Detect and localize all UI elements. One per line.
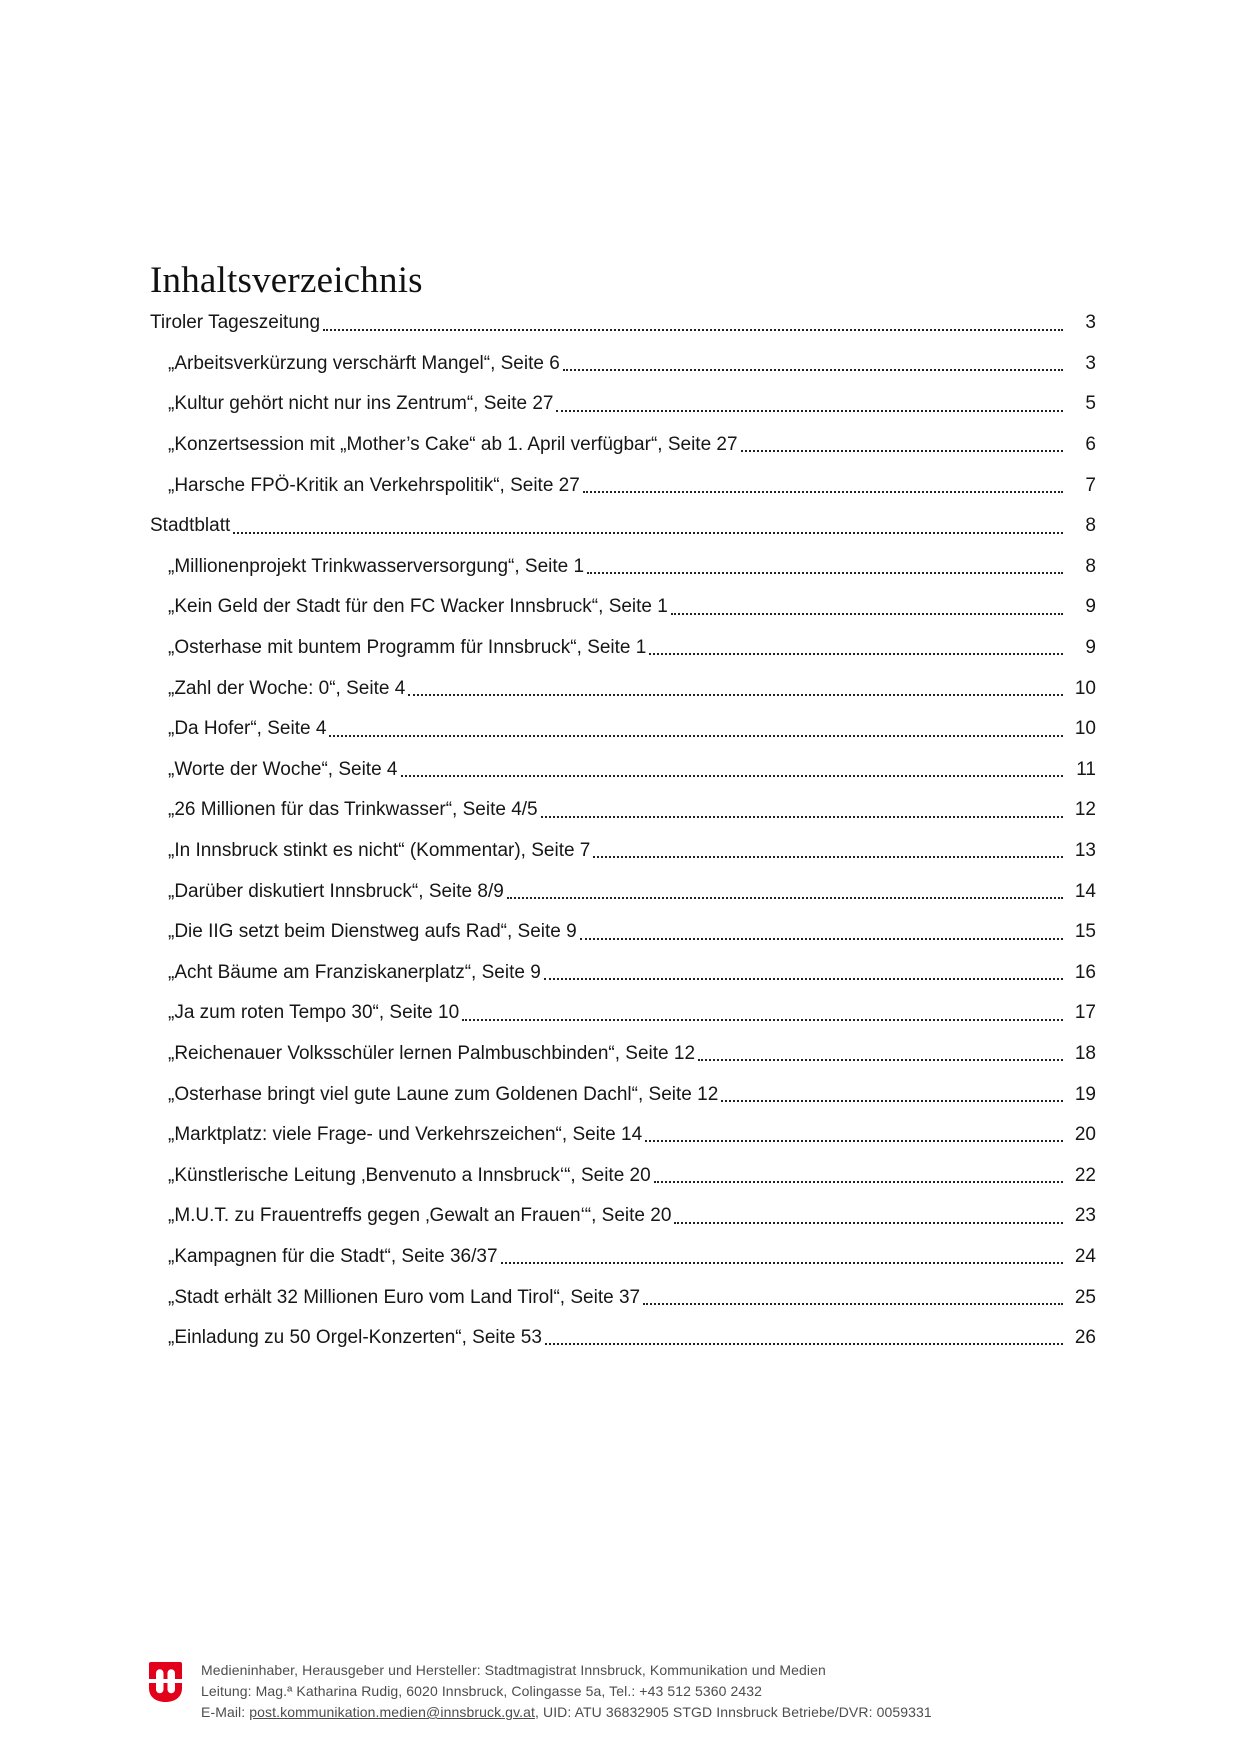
toc-entry-label: „Reichenauer Volksschüler lernen Palmbuschbinden“, Seite 12 (168, 1042, 696, 1064)
dotted-leader (504, 871, 1068, 912)
toc-entry[interactable] (150, 587, 1096, 628)
imprint-line-contact: Leitung: Mag.ª Katharina Rudig, 6020 Innsbruck, Colingasse 5a, Tel.: +43 512 5360 2432 (201, 1683, 763, 1699)
toc-entry[interactable] (150, 1115, 1096, 1156)
toc-page-number: 20 (1074, 1124, 1096, 1146)
dotted-leader (651, 1155, 1068, 1196)
toc-page-number: 8 (1085, 555, 1096, 577)
toc-entry[interactable] (150, 912, 1096, 953)
toc-entry[interactable] (150, 1074, 1096, 1115)
toc-page-number: 18 (1074, 1042, 1096, 1064)
toc-entry[interactable] (150, 831, 1096, 872)
toc-entry[interactable] (150, 1318, 1096, 1359)
toc-entry-label: „In Innsbruck stinkt es nicht“ (Kommentar), Seite 7 (168, 840, 591, 862)
toc-entry-label: „Kein Geld der Stadt für den FC Wacker Innsbruck“, Seite 1 (168, 596, 668, 618)
dotted-leader (326, 709, 1068, 750)
imprint-line-email (201, 1702, 932, 1723)
toc-page-number: 3 (1085, 352, 1096, 374)
toc-entry-label: Stadtblatt (150, 515, 231, 537)
toc-page-number: 9 (1085, 596, 1096, 618)
toc-entry[interactable] (150, 303, 1096, 344)
toc-page-number: 14 (1074, 880, 1096, 902)
dotted-leader (398, 750, 1068, 791)
dotted-leader (542, 1318, 1068, 1359)
footer (148, 1660, 932, 1723)
dotted-leader (642, 1115, 1068, 1156)
imprint-line-publisher: Medieninhaber, Herausgeber und Hersteller: Stadtmagistrat Innsbruck, Kommunikation und Medien (201, 1662, 826, 1678)
dotted-leader (671, 1196, 1068, 1237)
toc-entry[interactable] (150, 344, 1096, 385)
toc-entry-label: „Ja zum roten Tempo 30“, Seite 10 (168, 1002, 460, 1024)
toc-entry-label: „Künstlerische Leitung ‚Benvenuto a Innsbruck‘“, Seite 20 (168, 1164, 651, 1186)
dotted-leader (498, 1237, 1068, 1278)
toc-entry-label: „Osterhase bringt viel gute Laune zum Goldenen Dachl“, Seite 12 (168, 1083, 719, 1105)
dotted-leader (553, 384, 1068, 425)
toc-entry[interactable] (150, 953, 1096, 994)
toc-page-number: 25 (1074, 1286, 1096, 1308)
dotted-leader (738, 425, 1068, 466)
toc-entry-label: „Harsche FPÖ-Kritik an Verkehrspolitik“, Seite 27 (168, 474, 580, 496)
dotted-leader (405, 668, 1068, 709)
toc-entry[interactable] (150, 465, 1096, 506)
toc-entry-label: „Kultur gehört nicht nur ins Zentrum“, Seite 27 (168, 393, 554, 415)
toc-entry[interactable] (150, 1196, 1096, 1237)
toc-entry[interactable] (150, 1155, 1096, 1196)
toc-page-number: 8 (1085, 515, 1096, 537)
toc-entry[interactable] (150, 506, 1096, 547)
toc-entry[interactable] (150, 668, 1096, 709)
dotted-leader (320, 303, 1068, 344)
dotted-leader (538, 790, 1068, 831)
toc-page-number: 19 (1074, 1083, 1096, 1105)
dotted-leader (646, 628, 1068, 669)
toc-entry-label: „Arbeitsverkürzung verschärft Mangel“, Seite 6 (168, 352, 560, 374)
dotted-leader (668, 587, 1068, 628)
toc-entry-label: „Konzertsession mit „Mother’s Cake“ ab 1. April verfügbar“, Seite 27 (168, 434, 738, 456)
dotted-leader (590, 831, 1068, 872)
toc-entry[interactable] (150, 993, 1096, 1034)
toc-page-number: 16 (1074, 961, 1096, 983)
dotted-leader (459, 993, 1068, 1034)
toc-page-number: 11 (1076, 758, 1096, 780)
toc-page-number: 6 (1085, 434, 1096, 456)
toc-entry-label: „Zahl der Woche: 0“, Seite 4 (168, 677, 406, 699)
toc-page-number: 5 (1085, 393, 1096, 415)
dotted-leader (640, 1277, 1068, 1318)
toc-entry-label: „Osterhase mit buntem Programm für Innsbruck“, Seite 1 (168, 637, 647, 659)
toc-entry[interactable] (150, 871, 1096, 912)
dotted-leader (584, 547, 1068, 588)
toc-entry[interactable] (150, 1034, 1096, 1075)
email-label: E-Mail: (201, 1704, 250, 1720)
toc-page-number: 15 (1074, 921, 1096, 943)
toc-page-number: 26 (1074, 1327, 1096, 1349)
toc-entry[interactable] (150, 547, 1096, 588)
imprint-uid-text: , UID: ATU 36832905 STGD Innsbruck Betriebe/DVR: 0059331 (535, 1704, 932, 1720)
dotted-leader (718, 1074, 1068, 1115)
toc-entry[interactable] (150, 628, 1096, 669)
dotted-leader (230, 506, 1068, 547)
email-link[interactable]: post.kommunikation.medien@innsbruck.gv.at (249, 1704, 535, 1720)
toc-entry-label: „M.U.T. zu Frauentreffs gegen ‚Gewalt an Frauen‘“, Seite 20 (168, 1205, 672, 1227)
toc-entry-label: „26 Millionen für das Trinkwasser“, Seite 4/5 (168, 799, 538, 821)
toc-entry-label: „Worte der Woche“, Seite 4 (168, 758, 398, 780)
toc-entry[interactable] (150, 1237, 1096, 1278)
page-title: Inhaltsverzeichnis (150, 259, 423, 301)
toc-entry-label: „Acht Bäume am Franziskanerplatz“, Seite 9 (168, 961, 541, 983)
toc-entry-label: „Einladung zu 50 Orgel-Konzerten“, Seite 53 (168, 1327, 542, 1349)
toc-entry-label: „Stadt erhält 32 Millionen Euro vom Land Tirol“, Seite 37 (168, 1286, 641, 1308)
toc-entry-label: „Millionenprojekt Trinkwasserversorgung“, Seite 1 (168, 555, 585, 577)
toc-page-number: 17 (1074, 1002, 1096, 1024)
toc-page-number: 10 (1074, 677, 1096, 699)
toc-entry[interactable] (150, 750, 1096, 791)
toc-page-number: 13 (1074, 840, 1096, 862)
dotted-leader (580, 465, 1068, 506)
dotted-leader (695, 1034, 1068, 1075)
table-of-contents (150, 303, 1096, 1358)
dotted-leader (541, 953, 1068, 994)
toc-page-number: 9 (1085, 637, 1096, 659)
dotted-leader (577, 912, 1068, 953)
toc-entry[interactable] (150, 1277, 1096, 1318)
toc-entry-label: „Die IIG setzt beim Dienstweg aufs Rad“, Seite 9 (168, 921, 577, 943)
toc-entry-label: „Marktplatz: viele Frage- und Verkehrszeichen“, Seite 14 (168, 1124, 643, 1146)
toc-entry-label: „Da Hofer“, Seite 4 (168, 718, 327, 740)
dotted-leader (560, 344, 1068, 385)
toc-entry-label: Tiroler Tageszeitung (150, 312, 321, 334)
toc-page-number: 22 (1074, 1164, 1096, 1186)
toc-entry-label: „Kampagnen für die Stadt“, Seite 36/37 (168, 1245, 498, 1267)
toc-entry-label: „Darüber diskutiert Innsbruck“, Seite 8/9 (168, 880, 504, 902)
toc-entry[interactable] (150, 709, 1096, 750)
toc-entry[interactable] (150, 425, 1096, 466)
toc-page-number: 10 (1074, 718, 1096, 740)
toc-entry[interactable] (150, 790, 1096, 831)
toc-page-number: 23 (1074, 1205, 1096, 1227)
toc-entry[interactable] (150, 384, 1096, 425)
toc-page-number: 12 (1074, 799, 1096, 821)
toc-page-number: 24 (1074, 1245, 1096, 1267)
imprint-text (201, 1660, 932, 1723)
toc-page-number: 3 (1085, 312, 1096, 334)
toc-page-number: 7 (1085, 474, 1096, 496)
innsbruck-coat-of-arms-icon (148, 1662, 183, 1702)
